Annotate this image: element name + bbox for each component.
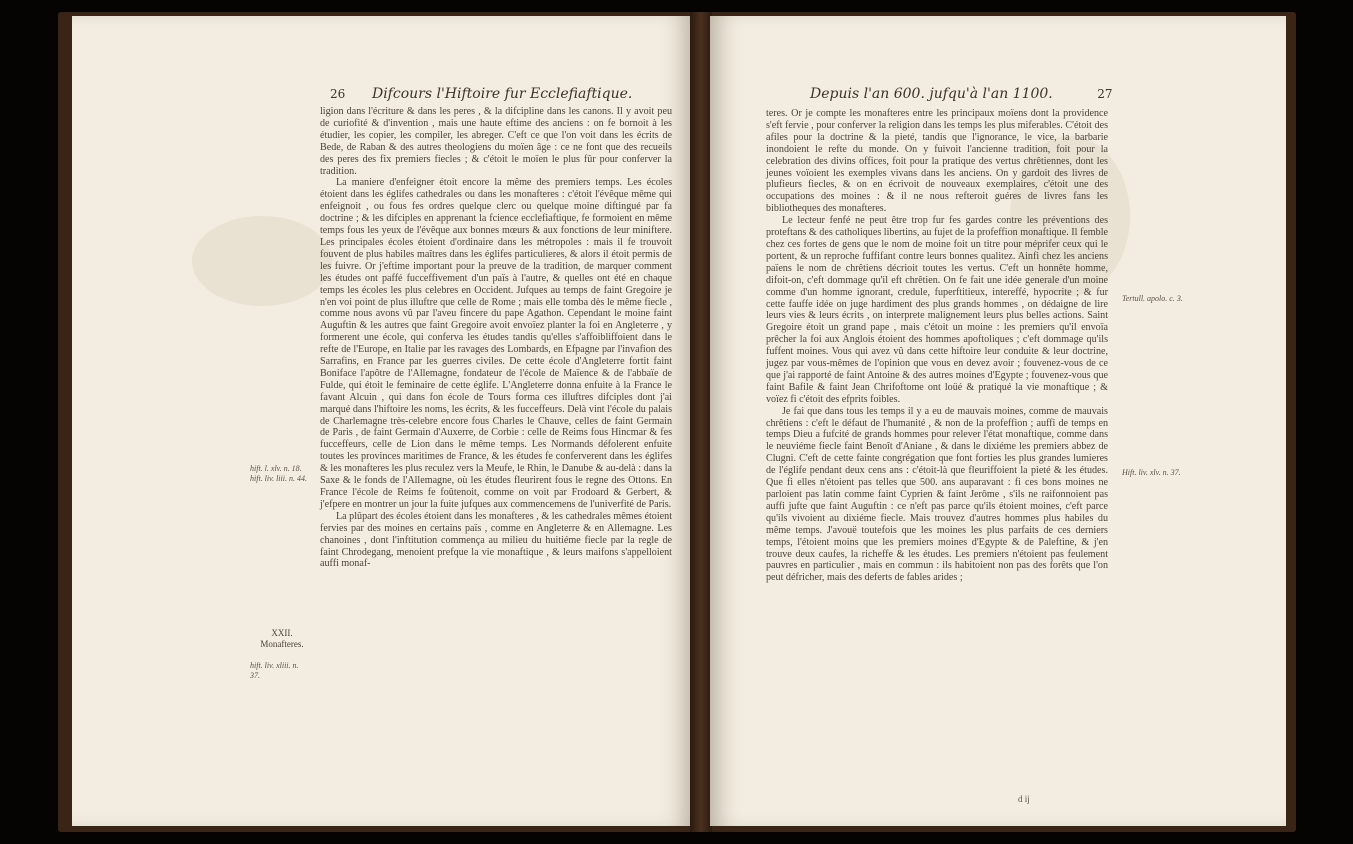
paragraph: La plûpart des écoles étoient dans les monafteres , & les cathedrales mêmes étoient fervies par des moines en certains païs , comme en Angleterre & en Allemagne. Les chanoines , dont l'inftitution commença au milieu du huitiéme fiecle par la regle de faint Chrodegang, menoient prefque la vie monaftique , & leurs maifons s'appelloient auffi monaf- <box>320 510 672 570</box>
right-running-title: Depuis l'an 600. jufqu'à l'an 1100. <box>810 86 1053 102</box>
left-page-number: 26 <box>330 87 346 101</box>
paragraph: Je fai que dans tous les temps il y a eu de mauvais moines, comme de mauvais chrêtiens : c'eft le défaut de l'humanité , & non de la profeffion ; auffi de temps en temps Dieu a fufcité de grands hommes pour relever l'état monaftique, comme dans le neuviéme fiecle faint Benoît d'Aniane , & dans le dixiéme les premiers abbez de Clugni. C'eft de cette fainte congrégation que font forties les plus grandes lumieres de l'églife pendant deux cens ans : c'étoit-là que fleuriffoient la pieté & les études. Que fi elles n'étoient pas telles que 500. ans auparavant : fi ces bons moines ne parloient pas latin comme faint Cyprien & faint Jerôme , s'ils ne raifonnoient pas auffi jufte que faint Auguftin : ce n'eft pas parce qu'ils étoient moines, c'eft parce qu'ils vivoient au dixiéme fiecle. Mais trouvez d'autres hommes plus habiles du même temps. J'avouë toutefois que les moines les plus parfaits de ces derniers temps, l'étoient moins que les premiers moines d'Egypte & de Paleftine, & j'en trouve deux caufes, la richeffe & les études. Les premiers n'étoient pas feulement pauvres en particulier , mais en commun : ils habitoient non pas des forêts que l'on peut défricher, mais des deferts de fables arides ; <box>766 405 1108 584</box>
left-body-text <box>320 106 672 570</box>
right-body-text <box>766 108 1108 584</box>
right-page-header <box>810 86 1113 102</box>
margin-note: Hift. liv. xlv. n. 37. <box>1122 468 1181 477</box>
paragraph: ligion dans l'écriture & dans les peres , & la difcipline dans les canons. Il y avoit peu de curiofité & d'invention , mais une haute eftime des anciens : on fe bornoit à les étudier, les copier, les compiler, les abreger. C'eft ce que l'on voit dans les écrits de Bede, de Raban & des autres theologiens du moïen âge : ce ne font que des recueils des peres des fix premiers fiecles ; & c'étoit le moïen le plus fûr pour conferver la tradition. <box>320 106 672 177</box>
section-heading <box>242 628 322 650</box>
section-title: Monafteres. <box>260 639 304 649</box>
margin-note: hift. liv. xliii. n. 37. <box>250 661 299 680</box>
paragraph: Le lecteur fenfé ne peut être trop fur fes gardes contre les préventions des proteftans & des catholiques libertins, au fujet de la profeffion monaftique. Il femble chez ces fortes de gens que le nom de moine foit un titre pour méprifer ceux qui le portent, & un reproche fuffifant contre leurs bonnes qualitez. Ainfi chez les anciens païens le nom de chrêtiens décrioit toutes les vertus. C'eft un honnête homme, difoit-on, c'eft dommage qu'il eft chrêtien. On fe fait une idée generale d'un moine comme d'un homme ignorant, credule, fuperftitieux, intereffé, hypocrite ; & fur cette fauffe idée on juge hardiment des plus grands hommes , on dédaigne de lire leurs vies & leurs écrits , on interprete malignement leurs plus belles actions. Saint Gregoire étoit un grand pape , mais c'étoit un moine : les premiers qu'il envoïa prêcher la foi aux Anglois étoient des hommes apoftoliques ; c'eft dommage qu'ils fuffent moines. Vous qui avez vû dans cette hiftoire leur conduite & leur doctrine, jugez par vous-mêmes de l'opinion que vous en devez avoir ; fouvenez-vous de ce que j'ai rapporté de faint Antoine & des autres moines d'Egypte ; fouvenez-vous que faint Bafile & faint Jean Chrifoftome ont loüé & pratiqué la vie monaftique ; & voïez fi c'étoit des efprits foibles. <box>766 215 1108 405</box>
book-spine <box>690 12 712 832</box>
margin-note: Tertull. apolo. c. 3. <box>1122 294 1183 303</box>
margin-note: hift. l. xlv. n. 18. hift. liv. liii. n. 44. <box>250 464 307 483</box>
paragraph: teres. Or je compte les monafteres entre les principaux moïens dont la providence s'eft fervie , pour conferver la religion dans les temps les plus miferables. C'étoit des afiles pour la doctrine & la pieté, tandis que l'ignorance, le vice, la barbarie inondoient le refte du monde. On y fuivoit l'ancienne tradition, foit pour la celebration des divins offices, foit pour la pratique des vertus chrêtiennes, dont les jeunes voïoient les exemples vivans dans les anciens. On y gardoit des livres de plufieurs fiecles, & on en écrivoit de nouveaux exemplaires, c'étoit une des occupations des moines : & il ne nous refteroit guéres de livres fans les bibliotheques des monafteres. <box>766 108 1108 215</box>
left-page <box>72 16 693 826</box>
right-page-number: 27 <box>1097 87 1113 101</box>
paragraph: La maniere d'enfeigner étoit encore la même des premiers temps. Les écoles étoient dans les églifes cathedrales ou dans les monafteres : c'étoit l'évêque même qui enfeignoit , ou fous fes ordres quelque clerc ou quelque moine diftingué par fa doctrine ; & les difciples en apprenant la fcience ecclefiaftique, fe formoient en même temps fous les yeux de l'évêque aux bonnes mœurs & aux fonctions de leur miniftere. Les principales écoles étoient d'ordinaire dans les métropoles : mais il fe trouvoit fouvent de plus habiles maîtres dans les églifes particulieres, & alors il étoit permis de les fuivre. Or j'eftime important pour la preuve de la tradition, de marquer comment les études ont paffé fucceffivement d'un païs à l'autre, & quelles ont été en chaque temps les écoles les plus celebres en Occident. Jufques au temps de faint Gregoire je n'en voi point de plus illuftre que celle de Rome ; mais elle tomba dès le même fiecle , comme nous avons vû par l'aveu fincere du pape Agathon. Cependant le moine faint Auguftin & les autres que faint Gregoire avoit envoïez planter la foi en Angleterre , y formerent une école, qui conferva les études tandis qu'elles s'affoibliffoient dans le refte de l'Europe, en Italie par les ravages des Lombards, en Efpagne par l'invafion des Sarrafins, en France par les guerres civiles. De cette école d'Angleterre fortit faint Boniface l'apôtre de l'Allemagne, fondateur de l'école de Maïence & de l'abbaïe de Fulde, qui étoit le feminaire de cette églife. L'Angleterre donna enfuite à la France le favant Alcuin , qui dans fon école de Tours forma ces illuftres difciples dont j'ai marqué dans l'hiftoire les noms, les écrits, & les fucceffeurs. Delà vint l'école du palais de Charlemagne très-celebre encore fous Charles le Chauve, celles de faint Germain de Paris , de faint Germain d'Auxerre, de Corbie : celle de Reims fous Hincmar & fes fucceffeurs, celle de Lion dans le même temps. Les Normands défolerent enfuite toutes les provinces maritimes de France, & les études fe conferverent dans les églifes & les monafteres les plus reculez vers la Meufe, le Rhin, le Danube & au-delà : dans la Saxe & le fonds de l'Allemagne, où les études fleurirent fous le regne des Ottons. En France l'école de Reims fe foûtenoit, comme on voit par Frodoard & Gerbert, & j'efpere en montrer un jour la fuite jufques aux commencemens de l'univerfité de Paris. <box>320 177 672 510</box>
right-page <box>710 16 1286 826</box>
section-number: XXII. <box>271 628 293 638</box>
left-running-title: Difcours l'Hiftoire fur Ecclefiaftique. <box>371 86 633 102</box>
paper-stain <box>192 216 332 306</box>
left-page-header <box>330 86 632 102</box>
signature-mark: d ij <box>1018 794 1030 804</box>
